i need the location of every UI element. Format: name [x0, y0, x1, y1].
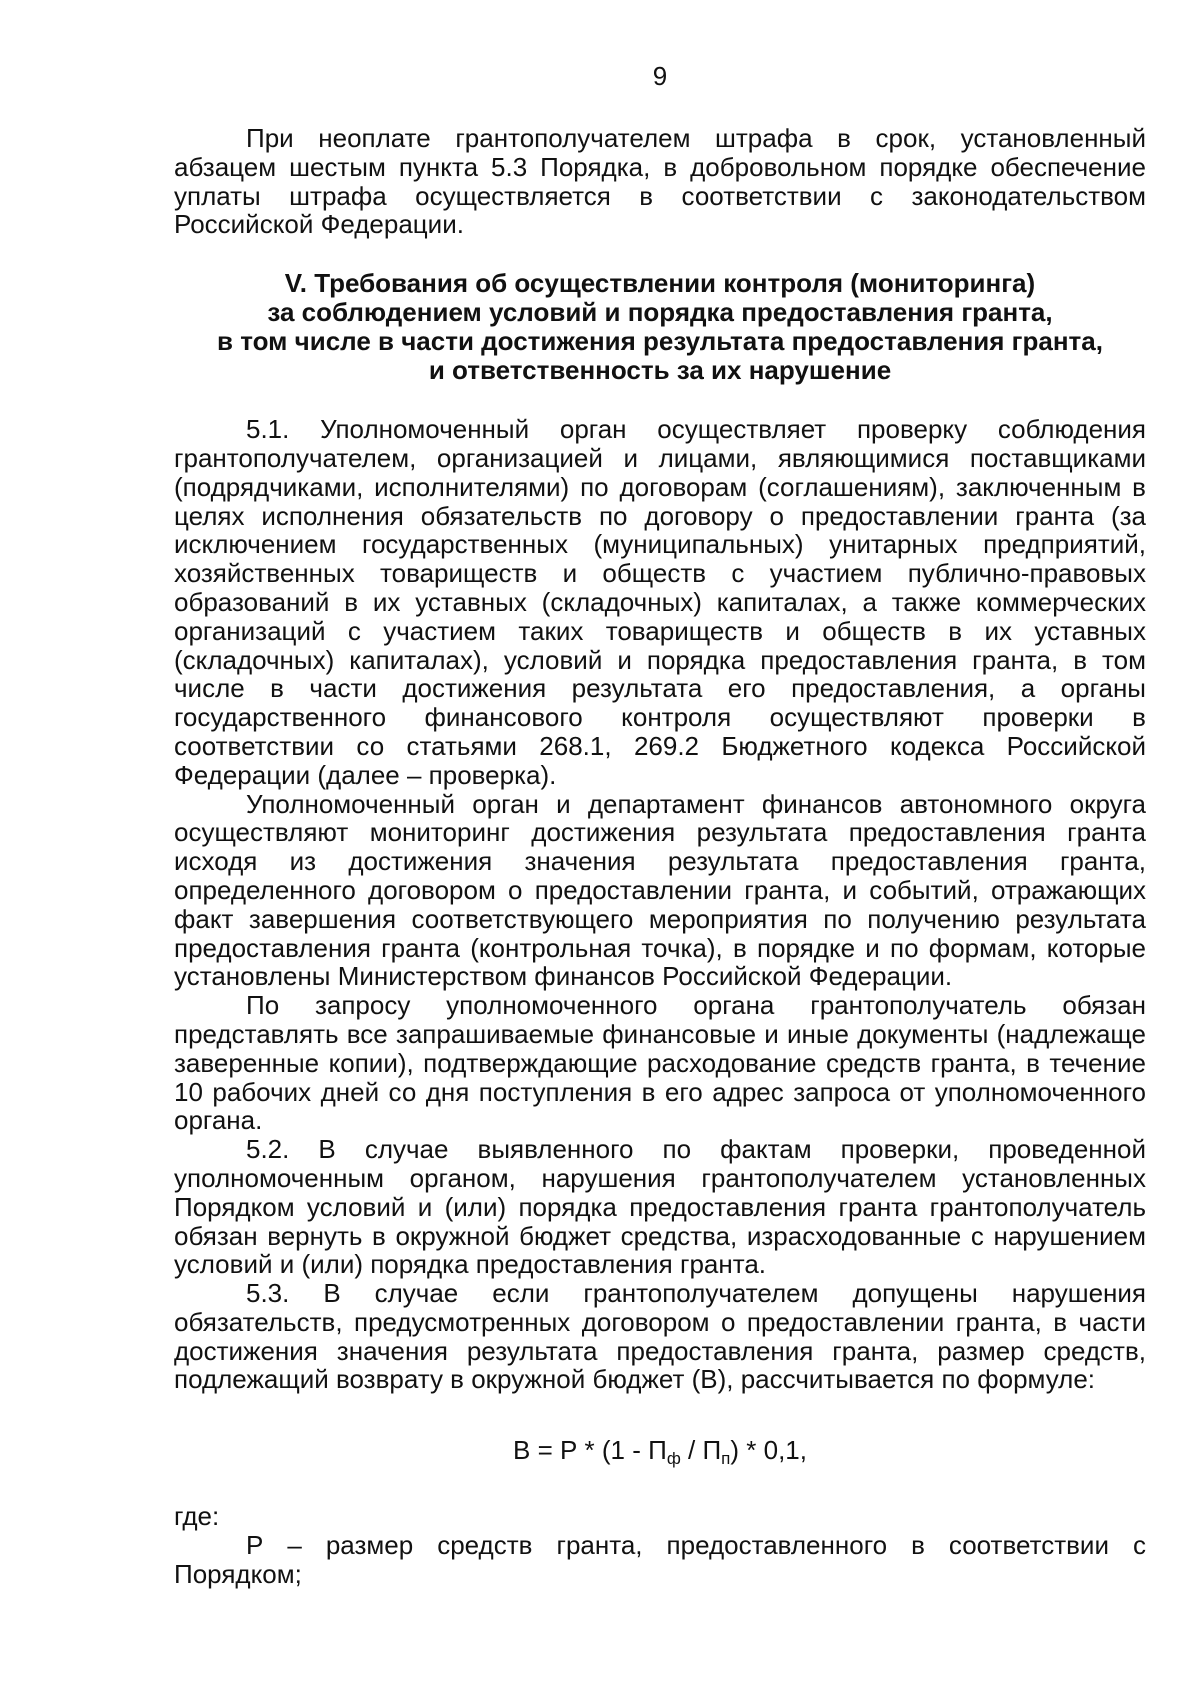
definition-paragraph: Р – размер средств гранта, предоставленного в соответствии с Порядком; [174, 1530, 1146, 1590]
formula-subscript-actual: ф [666, 1449, 681, 1469]
section-heading [174, 269, 1146, 385]
formula-prefix: В = Р * (1 - П [513, 1435, 667, 1466]
document-page [174, 60, 1146, 1589]
refund-formula [174, 1434, 1146, 1469]
paragraph-monitoring: Уполномоченный орган и департамент финансов автономного округа осуществляют мониторинг достижения результата предоставления гранта исходя из достижения значения результата предоставления гранта, определенного договором о предоставлении гранта, и событий, отражающих факт завершения соответствующего мероприятия по получению результата предоставления гранта (контрольная точка), в порядке и по формам, которые установлены Министерством финансов Российской Федерации. [174, 788, 1146, 992]
paragraph-documents-request: По запросу уполномоченного органа грантополучатель обязан представлять все запрашиваемые финансовые и иные документы (надлежаще заверенные копии), подтверждающие расходование средств гранта, в течение 10 рабочих дней со дня поступления в его адрес запроса от уполномоченного органа. [174, 990, 1146, 1136]
formula-middle: / П [680, 1435, 722, 1466]
where-label: где: [174, 1501, 220, 1532]
section-heading-line: V. Требования об осуществлении контроля (мониторинга) [284, 268, 1036, 299]
section-heading-line: в том числе в части достижения результата предоставления гранта, [217, 326, 1103, 357]
intro-paragraph: При неоплате грантополучателем штрафа в срок, установленный абзацем шестым пункта 5.3 Порядка, в добровольном порядке обеспечение уплаты штрафа осуществляется в соответствии с законодательством Российской Федерации. [174, 123, 1146, 240]
section-heading-line: за соблюдением условий и порядка предоставления гранта, [267, 297, 1053, 328]
formula-suffix: ) * 0,1, [730, 1435, 807, 1466]
section-heading-line: и ответственность за их нарушение [428, 355, 892, 386]
paragraph-5-1: 5.1. Уполномоченный орган осуществляет проверку соблюдения грантополучателем, организацией и лицами, являющимися поставщиками (подрядчиками, исполнителями) по договорам (соглашениям), заключенным в целях исполнения обязательств по договору о предоставлении гранта (за исключением государственных (муниципальных) унитарных предприятий, хозяйственных товариществ и обществ с участием публично-правовых образований в их уставных (складочных) капиталах, а также коммерческих организаций с участием таких товариществ и обществ в их уставных (складочных) капиталах), условий и порядка предоставления гранта, в том числе в части достижения результата его предоставления, а органы государственного финансового контроля осуществляют проверки в соответствии со статьями 268.1, 269.2 Бюджетного кодекса Российской Федерации (далее – проверка). [174, 414, 1146, 790]
paragraph-5-3: 5.3. В случае если грантополучателем допущены нарушения обязательств, предусмотренных договором о предоставлении гранта, в части достижения значения результата предоставления гранта, размер средств, подлежащий возврату в окружной бюджет (В), рассчитывается по формуле: [174, 1278, 1146, 1395]
formula-subscript-planned: п [721, 1449, 731, 1469]
paragraph-5-2: 5.2. В случае выявленного по фактам проверки, проведенной уполномоченным органом, нарушения грантополучателем установленных Порядком условий и (или) порядка предоставления гранта грантополучатель обязан вернуть в окружной бюджет средства, израсходованные с нарушением условий и (или) порядка предоставления гранта. [174, 1134, 1146, 1280]
page-number: 9 [652, 61, 668, 91]
